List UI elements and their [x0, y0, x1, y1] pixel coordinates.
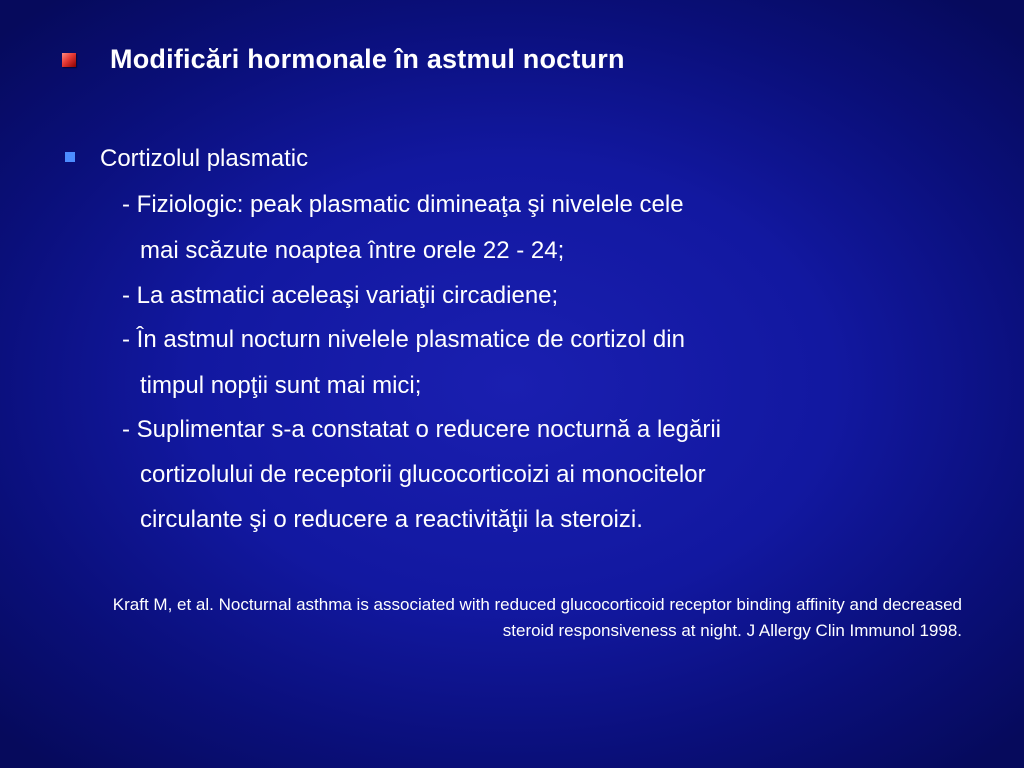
body-line: - Suplimentar s-a constatat o reducere nocturnă a legării	[122, 416, 721, 443]
body-line: - La astmatici aceleaşi variaţii circadiene;	[122, 282, 559, 309]
slide-title: Modificări hormonale în astmul nocturn	[110, 44, 625, 74]
body-line: timpul nopţii sunt mai mici;	[140, 372, 422, 399]
title-row	[62, 44, 625, 75]
body-line: circulante şi o reducere a reactivităţii la steroizi.	[140, 506, 643, 533]
citation: Kraft M, et al. Nocturnal asthma is associated with reduced glucocorticoid receptor binding affinity and decreased steroid responsiveness at night. J Allergy Clin Immunol 1998.	[112, 595, 962, 640]
section-heading-row	[65, 145, 308, 173]
section-heading: Cortizolul plasmatic	[100, 145, 309, 172]
body-line: cortizolului de receptorii glucocorticoizi ai monocitelor	[140, 461, 706, 488]
blue-square-bullet-icon	[65, 152, 75, 162]
body-line: mai scăzute noaptea între orele 22 - 24;	[140, 237, 565, 264]
body-line: - Fiziologic: peak plasmatic dimineaţa şi nivelele cele	[122, 191, 684, 218]
body-line: - În astmul nocturn nivelele plasmatice de cortizol din	[122, 326, 685, 353]
red-square-bullet-icon	[62, 53, 76, 67]
